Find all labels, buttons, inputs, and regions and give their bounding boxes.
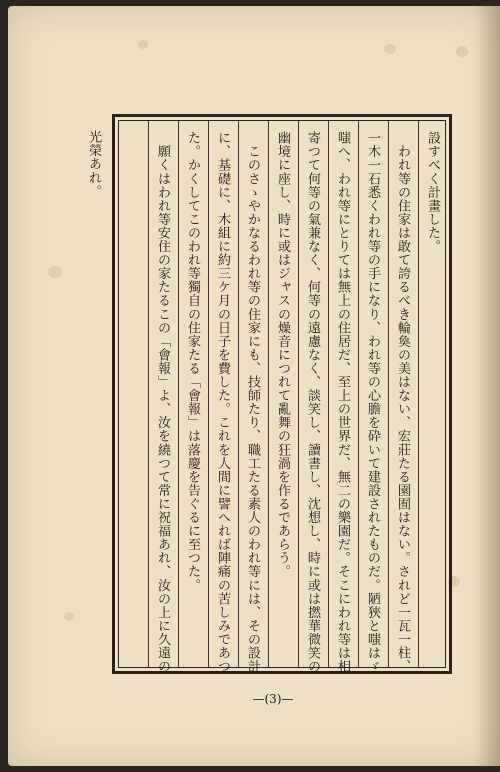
column-rule bbox=[388, 121, 389, 667]
book-page bbox=[8, 6, 500, 766]
column-rule bbox=[268, 121, 269, 667]
text-column: た。かくしてこのわれ等獨自の住家たる「會報」は落慶を告ぐるに至つた。 bbox=[185, 131, 200, 592]
page-number: —(3)— bbox=[252, 692, 294, 706]
text-column: に、基礎に、木組に約三ケ月の日子を費した。これを人間に譬へれば陣痛の苦しみであつ bbox=[215, 131, 230, 673]
text-frame bbox=[112, 114, 452, 674]
foxing-stain bbox=[64, 612, 74, 621]
text-column: 寄つて何等の氣兼なく、何等の遠慮なく、談笑し、讀書し、沈想し、時に或は撚華微笑の bbox=[305, 131, 320, 673]
column-rule bbox=[148, 121, 149, 667]
column-rule bbox=[298, 121, 299, 667]
foxing-stain bbox=[456, 46, 468, 57]
column-rule bbox=[238, 121, 239, 667]
column-rule bbox=[418, 121, 419, 667]
text-column: 設すべく計畫した。 bbox=[425, 131, 440, 253]
text-column: 一木一石悉くわれ等の手になり、われ等の心膽を砕いて建設されたものだ。陋狹と嗤はゞ bbox=[365, 131, 380, 673]
spine-shadow bbox=[474, 6, 500, 766]
text-column: われ等の住家は敢て誇るべき輪奐の美はない、宏莊たる園囿はない。されど一瓦一柱、 bbox=[395, 131, 410, 673]
text-column: 幽境に座し、時に或はジャスの燥音につれて亂舞の狂渦を作るであらう。 bbox=[275, 131, 290, 579]
column-rule bbox=[328, 121, 329, 667]
foxing-stain bbox=[48, 266, 62, 278]
text-column-outside-frame: 光榮あれ。 bbox=[86, 130, 101, 198]
column-rule bbox=[358, 121, 359, 667]
text-column: 嗤へ、われ等にとりては無上の住居だ、至上の世界だ、無二の樂園だ。そこにわれ等は相 bbox=[335, 131, 350, 673]
text-column: このさゝやかなるわれ等の住家にも、技師たり、職工たる素人のわれ等には、その設計 bbox=[245, 131, 260, 673]
text-column: 願くはわれ等安住の家たるこの「會報」よ、汝を繞つて常に祝福あれ、汝の上に久遠の bbox=[155, 131, 170, 673]
column-rule bbox=[208, 121, 209, 667]
column-rule bbox=[178, 121, 179, 667]
foxing-stain bbox=[384, 44, 396, 54]
foxing-stain bbox=[138, 40, 148, 49]
text-frame-inner bbox=[118, 120, 446, 673]
